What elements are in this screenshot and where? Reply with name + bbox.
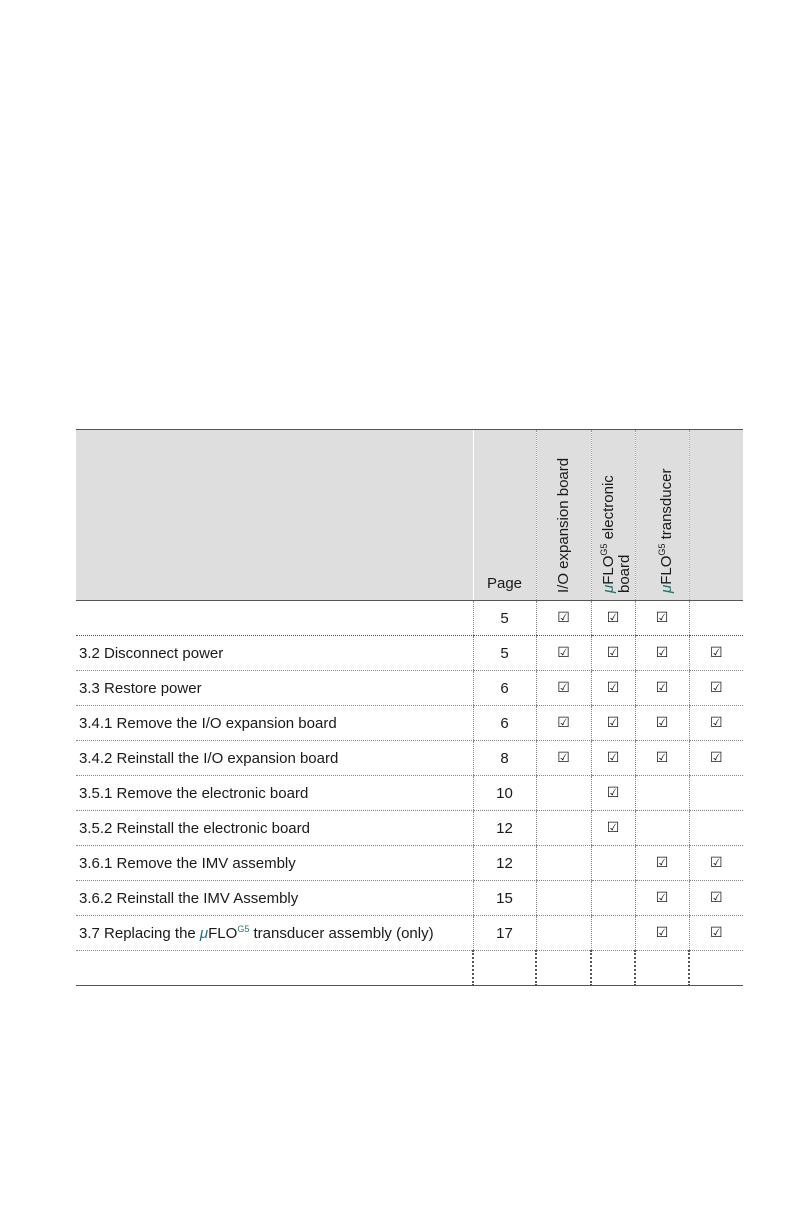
electronic-word: electronic	[600, 475, 617, 544]
page-cell: 6	[473, 671, 536, 706]
flo-name: FLO	[600, 555, 617, 585]
transducer-word: transducer	[658, 468, 675, 544]
header-page: Page	[473, 430, 536, 601]
table-row	[76, 811, 743, 846]
header-electronic-board	[591, 430, 635, 601]
checkbox-icon: ☑	[536, 636, 591, 671]
page-cell: 5	[473, 636, 536, 671]
checkbox-icon: ☑	[689, 881, 743, 916]
table-row	[76, 846, 743, 881]
checkbox-icon: ☑	[635, 601, 689, 636]
page-cell: 17	[473, 916, 536, 951]
table-row	[76, 881, 743, 916]
board-word: board	[616, 554, 633, 593]
mu-symbol: μ	[658, 584, 675, 593]
checkbox-icon: ☑	[591, 601, 635, 636]
checkbox-icon	[591, 916, 635, 951]
checkbox-icon: ☑	[635, 741, 689, 776]
checkbox-icon: ☑	[689, 671, 743, 706]
checkbox-icon	[635, 776, 689, 811]
checkbox-icon: ☑	[591, 776, 635, 811]
checkbox-icon	[536, 881, 591, 916]
checkbox-icon: ☑	[635, 671, 689, 706]
table-row	[76, 916, 743, 951]
checkbox-icon: ☑	[591, 636, 635, 671]
checkbox-icon: ☑	[635, 636, 689, 671]
checkbox-icon: ☑	[591, 741, 635, 776]
checkbox-icon	[536, 846, 591, 881]
page-cell: 15	[473, 881, 536, 916]
checkbox-icon: ☑	[536, 706, 591, 741]
checkbox-icon	[635, 811, 689, 846]
table-row	[76, 776, 743, 811]
checkbox-icon: ☑	[591, 811, 635, 846]
table-row	[76, 636, 743, 671]
g5-superscript: G5	[657, 543, 667, 556]
checkbox-icon	[689, 601, 743, 636]
checkbox-icon	[536, 811, 591, 846]
table-row	[76, 706, 743, 741]
g5-superscript: G5	[237, 924, 250, 934]
header-io-expansion-board	[536, 430, 591, 601]
checkbox-icon: ☑	[536, 671, 591, 706]
task-cell: 3.4.1 Remove the I/O expansion board	[76, 706, 473, 741]
task-prefix: 3.7 Replacing the	[79, 925, 200, 942]
page-cell: 12	[473, 811, 536, 846]
page-cell: 10	[473, 776, 536, 811]
task-cell: 3.4.2 Reinstall the I/O expansion board	[76, 741, 473, 776]
replacement-matrix-table	[76, 429, 743, 986]
task-cell: 3.2 Disconnect power	[76, 636, 473, 671]
header-transducer	[635, 430, 689, 601]
header-transducer-label	[654, 469, 675, 593]
checkbox-icon: ☑	[536, 741, 591, 776]
checkbox-cell	[591, 951, 635, 986]
page-cell: 12	[473, 846, 536, 881]
header-io-label: I/O expansion board	[554, 457, 572, 593]
checkbox-icon	[689, 811, 743, 846]
checkbox-icon: ☑	[689, 846, 743, 881]
task-cell: 3.3 Restore power	[76, 671, 473, 706]
checkbox-cell	[635, 951, 689, 986]
header-electronic-board-label	[596, 475, 633, 593]
checkbox-icon: ☑	[591, 706, 635, 741]
checkbox-icon	[536, 916, 591, 951]
checkbox-icon: ☑	[635, 881, 689, 916]
checkbox-icon: ☑	[635, 706, 689, 741]
page-cell: 8	[473, 741, 536, 776]
g5-superscript: G5	[599, 543, 609, 556]
checkbox-cell	[689, 951, 743, 986]
task-cell: 3.6.1 Remove the IMV assembly	[76, 846, 473, 881]
mu-symbol: μ	[600, 584, 617, 593]
checkbox-icon: ☑	[689, 741, 743, 776]
checkbox-icon: ☑	[635, 916, 689, 951]
table-row	[76, 741, 743, 776]
header-imv	[689, 430, 743, 601]
checkbox-cell	[536, 951, 591, 986]
checkbox-icon	[591, 881, 635, 916]
table-row	[76, 671, 743, 706]
checkbox-icon: ☑	[635, 846, 689, 881]
task-cell: 3.6.2 Reinstall the IMV Assembly	[76, 881, 473, 916]
checkbox-icon	[689, 776, 743, 811]
checkbox-icon: ☑	[689, 706, 743, 741]
task-cell	[76, 916, 473, 951]
page-cell	[473, 951, 536, 986]
table-header-row	[76, 430, 743, 601]
flo-name: FLO	[208, 925, 238, 942]
checkbox-icon: ☑	[536, 601, 591, 636]
task-cell	[76, 601, 473, 636]
task-cell: 3.5.1 Remove the electronic board	[76, 776, 473, 811]
table-row	[76, 951, 743, 986]
task-cell	[76, 951, 473, 986]
table-row	[76, 601, 743, 636]
task-suffix: transducer assembly (only)	[249, 925, 434, 942]
task-cell: 3.5.2 Reinstall the electronic board	[76, 811, 473, 846]
page-cell: 5	[473, 601, 536, 636]
checkbox-icon	[536, 776, 591, 811]
header-task	[76, 430, 473, 601]
mu-symbol: μ	[199, 925, 209, 942]
checkbox-icon: ☑	[689, 916, 743, 951]
checkbox-icon: ☑	[591, 671, 635, 706]
flo-name: FLO	[658, 555, 675, 585]
checkbox-icon	[591, 846, 635, 881]
checkbox-icon: ☑	[689, 636, 743, 671]
page-cell: 6	[473, 706, 536, 741]
